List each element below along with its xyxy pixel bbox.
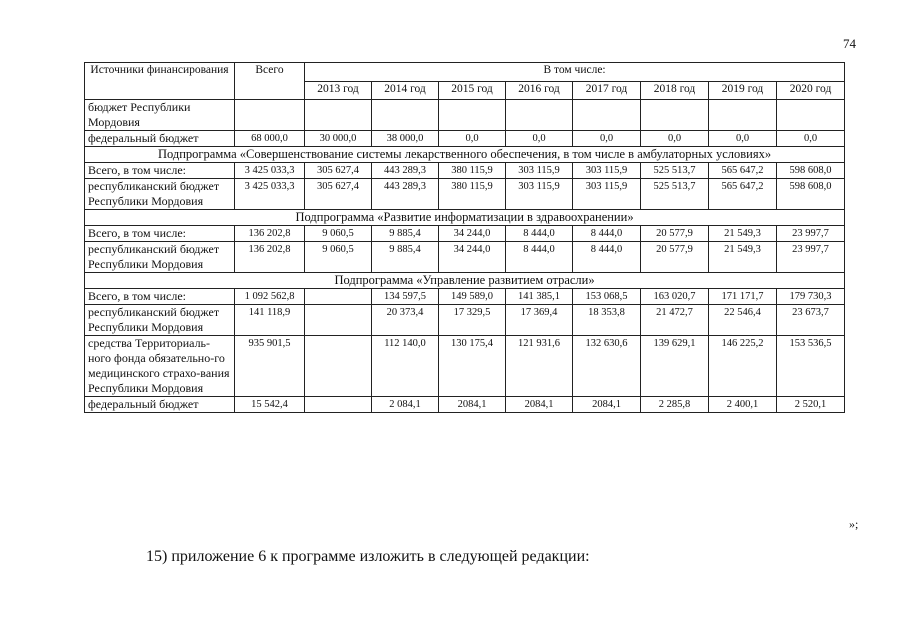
table-row: [85, 179, 845, 210]
year-value-cell: 2084,1: [573, 397, 641, 413]
year-value-cell: 305 627,4: [305, 179, 372, 210]
year-column-header: 2019 год: [709, 82, 777, 100]
year-value-cell: 525 513,7: [641, 163, 709, 179]
subprogram-title: Подпрограмма «Развитие информатизации в здравоохранении»: [85, 210, 845, 226]
year-value-cell: 34 244,0: [439, 226, 506, 242]
source-cell: республиканский бюджет Республики Мордовия: [85, 179, 235, 210]
year-value-cell: 443 289,3: [372, 163, 439, 179]
year-value-cell: [709, 100, 777, 131]
year-value-cell: 8 444,0: [506, 226, 573, 242]
year-value-cell: [506, 100, 573, 131]
closing-quote-mark: »;: [849, 517, 859, 531]
year-value-cell: 9 060,5: [305, 242, 372, 273]
year-value-cell: 17 329,5: [439, 305, 506, 336]
year-value-cell: 2 400,1: [709, 397, 777, 413]
table-body: [85, 100, 845, 413]
year-value-cell: 23 673,7: [777, 305, 845, 336]
year-value-cell: 9 060,5: [305, 226, 372, 242]
year-value-cell: 598 608,0: [777, 163, 845, 179]
year-value-cell: 2084,1: [506, 397, 573, 413]
year-value-cell: 305 627,4: [305, 163, 372, 179]
group-column-header: В том числе:: [305, 63, 845, 82]
year-value-cell: 303 115,9: [573, 163, 641, 179]
source-cell: средства Территориаль-ного фонда обязательно-го медицинского страхо-вания Республики Мордовия: [85, 336, 235, 397]
year-value-cell: 21 472,7: [641, 305, 709, 336]
year-value-cell: 22 546,4: [709, 305, 777, 336]
total-cell: 141 118,9: [235, 305, 305, 336]
year-value-cell: 134 597,5: [372, 289, 439, 305]
year-value-cell: 8 444,0: [573, 242, 641, 273]
year-value-cell: 153 536,5: [777, 336, 845, 397]
year-value-cell: 20 577,9: [641, 226, 709, 242]
year-value-cell: 8 444,0: [573, 226, 641, 242]
year-value-cell: 18 353,8: [573, 305, 641, 336]
year-column-header: 2016 год: [506, 82, 573, 100]
header-row: [85, 63, 845, 82]
total-cell: 3 425 033,3: [235, 163, 305, 179]
year-value-cell: 2 520,1: [777, 397, 845, 413]
source-column-header: Источники финансирования: [85, 63, 235, 100]
year-value-cell: 21 549,3: [709, 226, 777, 242]
year-value-cell: 130 175,4: [439, 336, 506, 397]
year-value-cell: 525 513,7: [641, 179, 709, 210]
year-value-cell: 0,0: [641, 131, 709, 147]
year-value-cell: [439, 100, 506, 131]
year-value-cell: 20 373,4: [372, 305, 439, 336]
year-value-cell: 121 931,6: [506, 336, 573, 397]
year-value-cell: [305, 305, 372, 336]
source-cell: федеральный бюджет: [85, 131, 235, 147]
page-number: 74: [843, 36, 856, 51]
year-value-cell: 380 115,9: [439, 179, 506, 210]
year-value-cell: 2 285,8: [641, 397, 709, 413]
total-cell: 1 092 562,8: [235, 289, 305, 305]
source-cell: бюджет Республики Мордовия: [85, 100, 235, 131]
year-value-cell: 565 647,2: [709, 163, 777, 179]
year-value-cell: 303 115,9: [573, 179, 641, 210]
year-column-header: 2015 год: [439, 82, 506, 100]
year-value-cell: [305, 100, 372, 131]
year-value-cell: 141 385,1: [506, 289, 573, 305]
total-cell: 935 901,5: [235, 336, 305, 397]
year-value-cell: [305, 336, 372, 397]
year-value-cell: 0,0: [709, 131, 777, 147]
table-row: [85, 163, 845, 179]
year-value-cell: 303 115,9: [506, 179, 573, 210]
total-column-header: Всего: [235, 63, 305, 100]
source-cell: республиканский бюджет Республики Мордовия: [85, 242, 235, 273]
year-value-cell: 149 589,0: [439, 289, 506, 305]
table-row: [85, 131, 845, 147]
source-cell: Всего, в том числе:: [85, 289, 235, 305]
total-cell: 15 542,4: [235, 397, 305, 413]
year-value-cell: [777, 100, 845, 131]
year-value-cell: 132 630,6: [573, 336, 641, 397]
table-row: [85, 289, 845, 305]
year-value-cell: 21 549,3: [709, 242, 777, 273]
year-value-cell: [305, 289, 372, 305]
year-value-cell: 9 885,4: [372, 242, 439, 273]
year-column-header: 2017 год: [573, 82, 641, 100]
year-value-cell: 0,0: [573, 131, 641, 147]
year-column-header: 2014 год: [372, 82, 439, 100]
year-value-cell: 598 608,0: [777, 179, 845, 210]
year-value-cell: 0,0: [506, 131, 573, 147]
subprogram-row: [85, 273, 845, 289]
total-cell: 68 000,0: [235, 131, 305, 147]
year-value-cell: 34 244,0: [439, 242, 506, 273]
year-column-header: 2020 год: [777, 82, 845, 100]
year-value-cell: 38 000,0: [372, 131, 439, 147]
year-value-cell: [372, 100, 439, 131]
year-value-cell: 20 577,9: [641, 242, 709, 273]
year-value-cell: 112 140,0: [372, 336, 439, 397]
total-cell: 136 202,8: [235, 226, 305, 242]
subprogram-row: [85, 210, 845, 226]
year-value-cell: 565 647,2: [709, 179, 777, 210]
year-value-cell: 179 730,3: [777, 289, 845, 305]
subprogram-title: Подпрограмма «Совершенствование системы лекарственного обеспечения, в том числе в амбулаторных условиях»: [85, 147, 845, 163]
year-value-cell: 139 629,1: [641, 336, 709, 397]
year-value-cell: 146 225,2: [709, 336, 777, 397]
table-row: [85, 305, 845, 336]
year-value-cell: 153 068,5: [573, 289, 641, 305]
year-value-cell: [573, 100, 641, 131]
table-row: [85, 336, 845, 397]
year-value-cell: 0,0: [439, 131, 506, 147]
year-value-cell: 17 369,4: [506, 305, 573, 336]
year-value-cell: 8 444,0: [506, 242, 573, 273]
subprogram-title: Подпрограмма «Управление развитием отрасли»: [85, 273, 845, 289]
total-cell: [235, 100, 305, 131]
financing-table: [84, 62, 845, 413]
table-row: [85, 242, 845, 273]
year-value-cell: 23 997,7: [777, 242, 845, 273]
total-cell: 3 425 033,3: [235, 179, 305, 210]
source-cell: Всего, в том числе:: [85, 226, 235, 242]
year-value-cell: 163 020,7: [641, 289, 709, 305]
year-value-cell: 2084,1: [439, 397, 506, 413]
year-value-cell: 443 289,3: [372, 179, 439, 210]
year-value-cell: 2 084,1: [372, 397, 439, 413]
source-cell: Всего, в том числе:: [85, 163, 235, 179]
year-value-cell: 380 115,9: [439, 163, 506, 179]
year-value-cell: 303 115,9: [506, 163, 573, 179]
year-value-cell: 9 885,4: [372, 226, 439, 242]
year-column-header: 2018 год: [641, 82, 709, 100]
year-value-cell: 171 171,7: [709, 289, 777, 305]
year-value-cell: 23 997,7: [777, 226, 845, 242]
table-row: [85, 100, 845, 131]
subprogram-row: [85, 147, 845, 163]
year-value-cell: [641, 100, 709, 131]
year-column-header: 2013 год: [305, 82, 372, 100]
table-row: [85, 397, 845, 413]
source-cell: федеральный бюджет: [85, 397, 235, 413]
total-cell: 136 202,8: [235, 242, 305, 273]
year-value-cell: [305, 397, 372, 413]
source-cell: республиканский бюджет Республики Мордовия: [85, 305, 235, 336]
year-value-cell: 30 000,0: [305, 131, 372, 147]
year-value-cell: 0,0: [777, 131, 845, 147]
table-row: [85, 226, 845, 242]
amendment-note: 15) приложение 6 к программе изложить в следующей редакции:: [146, 548, 590, 565]
